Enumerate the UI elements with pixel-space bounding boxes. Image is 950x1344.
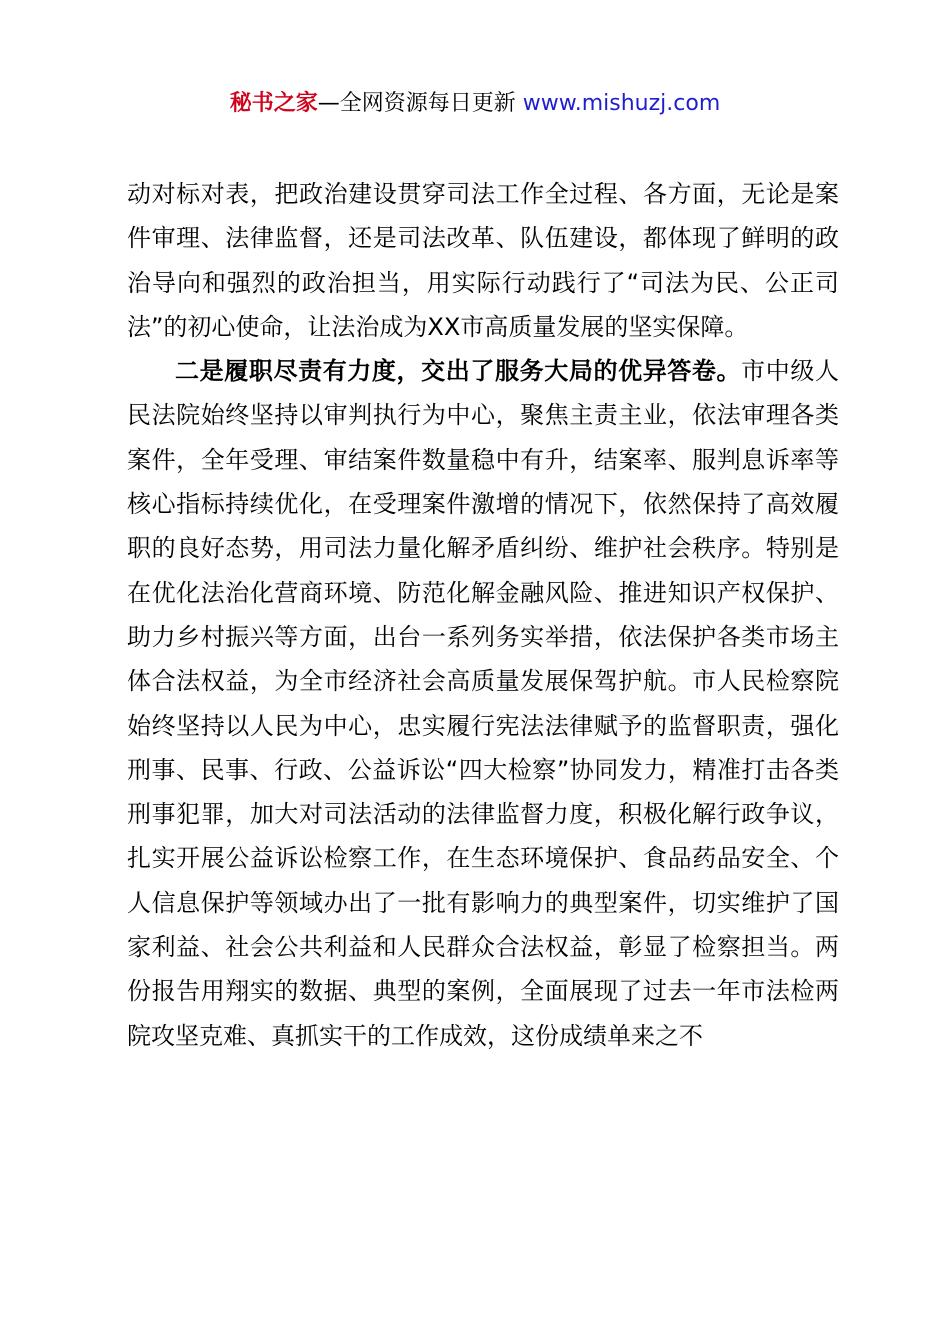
document-body	[127, 172, 839, 1058]
paragraph-lead-heading: 二是履职尽责有力度，交出了服务大局的优异答卷。	[175, 357, 742, 386]
paragraph-performance	[127, 349, 839, 1058]
paragraph-text: 市中级人民法院始终坚持以审判执行为中心，聚焦主责主业，依法审理各类案件，全年受理、审结案件数量稳中有升，结案率、服判息诉率等核心指标持续优化，在受理案件激增的情况下，依然保持了高效履职的良好态势，用司法力量化解矛盾纠纷、维护社会秩序。特别是在优化法治化营商环境、防范化解金融风险、推进知识产权保护、助力乡村振兴等方面，出台一系列务实举措，依法保护各类市场主体合法权益，为全市经济社会高质量发展保驾护航。市人民检察院始终坚持以人民为中心，忠实履行宪法法律赋予的监督职责，强化刑事、民事、行政、公益诉讼“四大检察”协同发力，精准打击各类刑事犯罪，加大对司法活动的法律监督力度，积极化解行政争议，扎实开展公益诉讼检察工作，在生态环境保护、食品药品安全、个人信息保护等领域办出了一批有影响力的典型案件，切实维护了国家利益、社会公共利益和人民群众合法权益，彰显了检察担当。两份报告用翔实的数据、典型的案例，全面展现了过去一年市法检两院攻坚克难、真抓实干的工作成效，这份成绩单来之不	[127, 357, 840, 1050]
site-url-link[interactable]: www.mishuzj.com	[522, 91, 721, 116]
header-tagline: —全网资源每日更新	[317, 91, 523, 116]
site-header	[0, 86, 950, 122]
brand-name: 秘书之家	[229, 91, 318, 116]
paragraph-text: 动对标对表，把政治建设贯穿司法工作全过程、各方面，无论是案件审理、法律监督，还是司法改革、队伍建设，都体现了鲜明的政治导向和强烈的政治担当，用实际行动践行了“司法为民、公正司法”的初心使命，让法治成为XX市高质量发展的坚实保障。	[127, 180, 839, 341]
paragraph-continuation	[127, 172, 839, 349]
